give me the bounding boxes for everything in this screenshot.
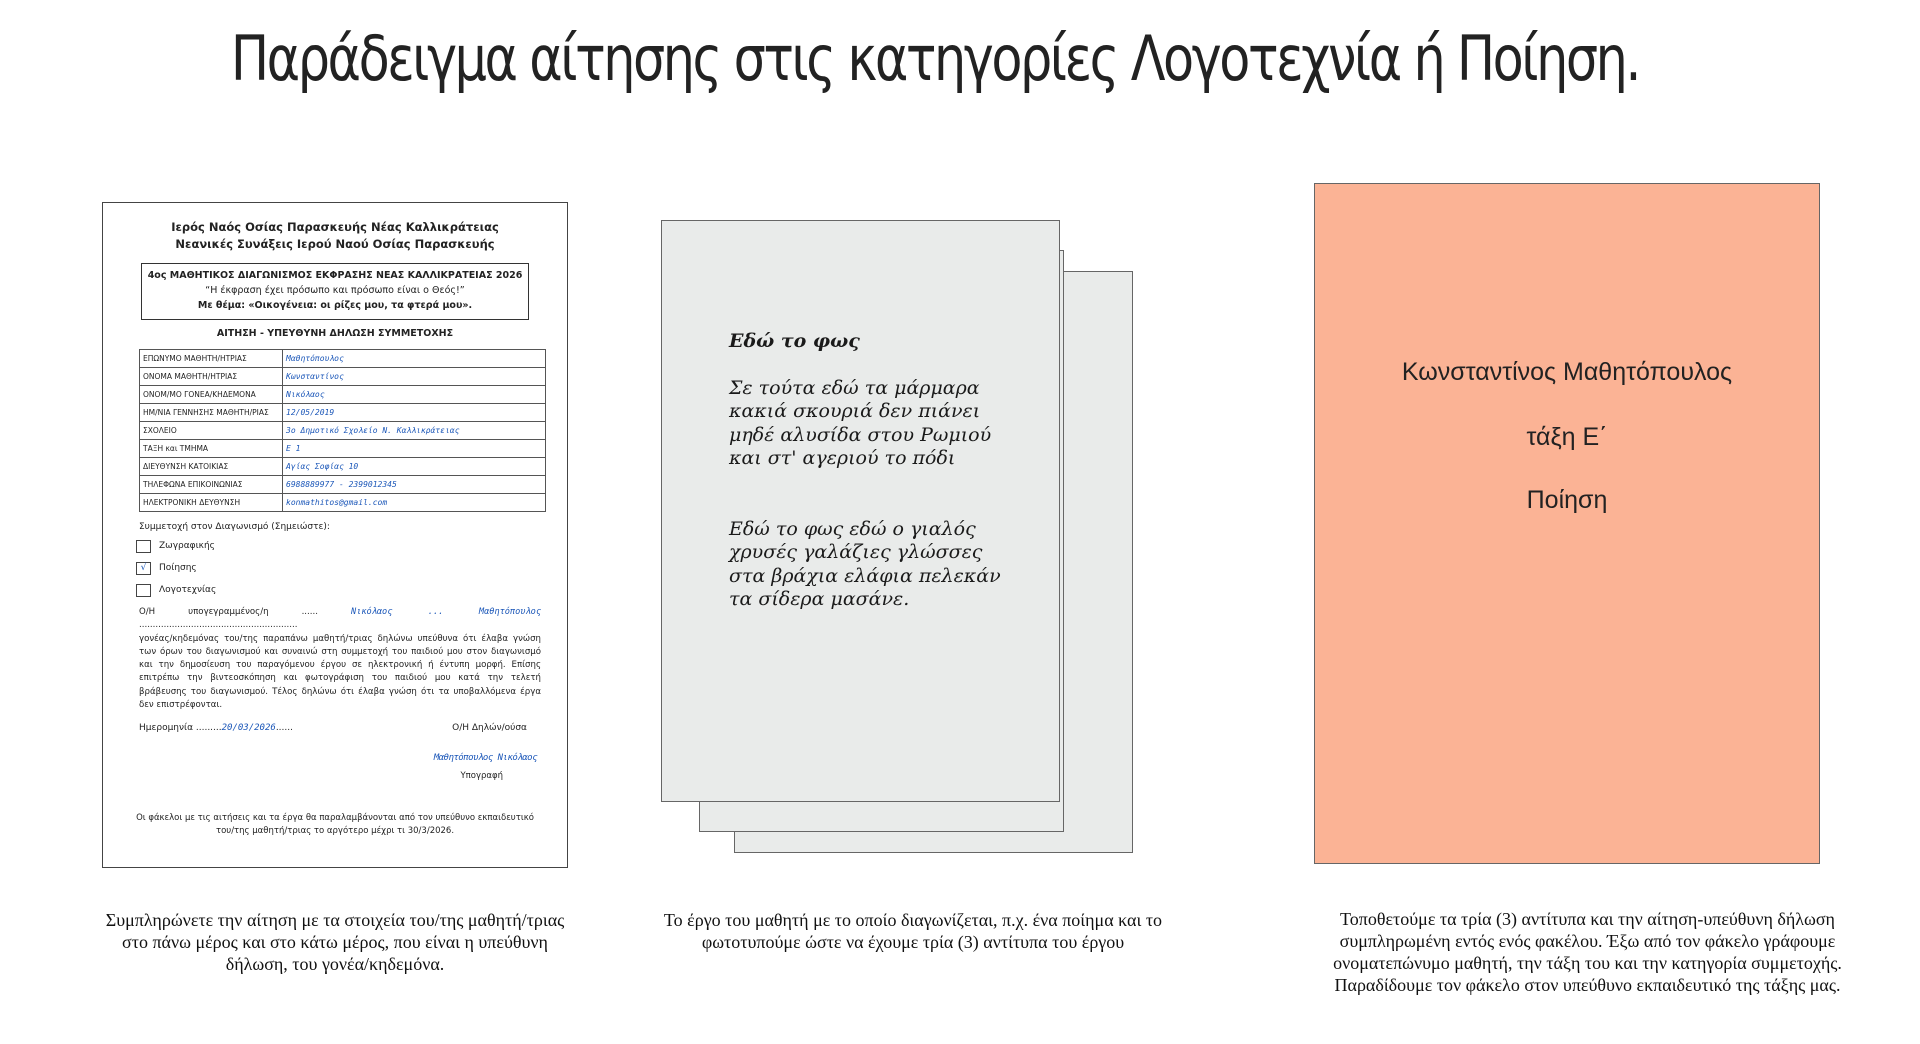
date-value: 20/03/2026	[221, 723, 276, 733]
field-label: ΗΜ/ΝΙΑ ΓΕΝΝΗΣΗΣ ΜΑΘΗΤΗ/ΡΙΑΣ	[140, 404, 283, 422]
envelope-student-name: Κωνσταντίνος Μαθητόπουλος	[1401, 358, 1733, 386]
poem-line: χρυσές γαλάζιες γλώσσες	[729, 541, 983, 563]
field-row	[140, 476, 546, 494]
field-label: ΤΑΞΗ και ΤΜΗΜΑ	[140, 440, 283, 458]
envelope-grade: τάξη Ε΄	[1526, 423, 1608, 451]
declaration	[139, 606, 541, 712]
field-row	[140, 494, 546, 512]
field-label: ΟΝΟΜΑ ΜΑΘΗΤΗ/ΗΤΡΙΑΣ	[140, 368, 283, 386]
field-value: 12/05/2019	[283, 404, 546, 422]
field-label: ΣΧΟΛΕΙΟ	[140, 422, 283, 440]
poem-line: μηδέ αλυσίδα στου Ρωμιού	[729, 423, 992, 446]
date-dots: ......	[275, 723, 293, 733]
poem-line: στα βράχια ελάφια πελεκάν	[729, 564, 1001, 587]
form-footer-note: Οι φάκελοι με τις αιτήσεις και τα έργα θα παραλαμβάνονται από τον υπεύθυνο εκπαιδευτικό του/της μαθητή/τριας το αργότερο μέχρι τι 30/3/2026.	[136, 813, 534, 836]
signature: Μαθητόπουλος Νικόλαος	[433, 753, 537, 763]
field-label: ΗΛΕΚΤΡΟΝΙΚΗ ΔΕΥΘΥΝΣΗ	[140, 494, 283, 512]
field-value: Κωνσταντίνος	[283, 368, 546, 386]
field-row	[140, 386, 546, 404]
field-row	[140, 404, 546, 422]
contest-box	[141, 263, 529, 320]
application-title: ΑΙΤΗΣΗ - ΥΠΕΥΘΥΝΗ ΔΗΛΩΣΗ ΣΥΜΜΕΤΟΧΗΣ	[216, 328, 454, 339]
field-label: ΕΠΩΝΥΜΟ ΜΑΘΗΤΗ/ΗΤΡΙΑΣ	[140, 350, 283, 368]
poem-line: Σε τούτα εδώ τα μάρμαρα	[729, 376, 980, 399]
page-title: Παράδειγμα αίτησης στις κατηγορίες Λογοτεχνία ή Ποίηση.	[230, 22, 1640, 95]
checkbox	[136, 584, 151, 597]
field-value: Αγίας Σοφίας 10	[283, 458, 546, 476]
field-label: ΔΙΕΥΘΥΝΣΗ ΚΑΤΟΙΚΙΑΣ	[140, 458, 283, 476]
date-line	[139, 723, 293, 733]
participation-option	[136, 560, 567, 576]
poem-line: και στ' αγεριού το πόδι	[729, 447, 956, 469]
declaration-text: γονέας/κηδεμόνας του/της παραπάνω μαθητή/τριας δηλώνω υπεύθυνα ότι έλαβα γνώση των όρων του διαγωνισμού και συναινώ στη συμμετοχή του παιδιού μου στον διαγωνισμό και την δημοσίευση του παραγόμενου έργου σε ηλεκτρονική ή έντυπη μορφή. Επίσης επιτρέπω την βιντεοσκόπηση και φωτογράφιση του παιδιού μου κατά την τελετή βράβευσης του διαγωνισμού. Τέλος δηλώνω ότι έλαβα γνώση ότι τα υποβαλλόμενα έργα δεν επιστρέφονται.	[139, 633, 541, 711]
poem-title: Εδώ το φως	[729, 330, 860, 352]
field-row	[140, 458, 546, 476]
signature-label: Υπογραφή	[460, 771, 503, 781]
field-value: Μαθητόπουλος	[283, 350, 546, 368]
field-label: ΤΗΛΕΦΩΝΑ ΕΠΙΚΟΙΝΩΝΙΑΣ	[140, 476, 283, 494]
participation-option	[136, 538, 567, 554]
declaration-prefix: Ο/Η υπογεγραμμένος/η ......	[139, 607, 318, 617]
field-label: ΟΝΟΜ/ΜΟ ΓΟΝΕΑ/ΚΗΔΕΜΟΝΑ	[140, 386, 283, 404]
application-form	[102, 202, 568, 868]
field-value: 3ο Δημοτικό Σχολείο Ν. Καλλικράτειας	[283, 422, 546, 440]
poem-stanza-1	[729, 377, 1039, 471]
contest-motto: “Η έκφραση έχει πρόσωπο και πρόσωπο είναι ο Θεός!”	[205, 285, 465, 296]
option-label: Ζωγραφικής	[159, 541, 215, 551]
caption-envelope: Τοποθετούμε τα τρία (3) αντίτυπα και την αίτηση-υπεύθυνη δήλωση συμπληρωμένη εντός ενός φακέλου. Έξω από τον φάκελο γράφουμε ονοματεπώνυμο μαθητή, την τάξη του και την κατηγορία συμμετοχής. Παραδίδουμε τον φάκελο στον υπεύθυνο εκπαιδευτικό της τάξης μας.	[1333, 909, 1842, 995]
form-header-line1: Ιερός Ναός Οσίας Παρασκευής Νέας Καλλικράτειας	[171, 220, 499, 234]
contest-name: 4ος ΜΑΘΗΤΙΚΟΣ ΔΙΑΓΩΝΙΣΜΟΣ ΕΚΦΡΑΣΗΣ ΝΕΑΣ ΚΑΛΛΙΚΡΑΤΕΙΑΣ 2026	[147, 270, 523, 281]
poem-line: τα σίδερα μασάνε.	[729, 588, 910, 610]
field-value: 6988889977 - 2399012345	[283, 476, 546, 494]
caption-form: Συμπληρώνετε την αίτηση με τα στοιχεία του/της μαθητή/τριας στο πάνω μέρος και στο κάτω μέρος, που είναι η υπεύθυνη δήλωση, του γονέα/κηδεμόνα.	[105, 910, 565, 974]
poem-stanza-2	[729, 518, 1039, 612]
participation-label: Συμμετοχή στον Διαγωνισμό (Σημειώστε):	[139, 522, 330, 532]
option-label: Λογοτεχνίας	[159, 585, 217, 595]
contest-theme: Με θέμα: «Οικογένεια: οι ρίζες μου, τα φτερά μου».	[197, 300, 473, 311]
student-fields-table	[139, 349, 546, 512]
field-row	[140, 422, 546, 440]
field-row	[140, 350, 546, 368]
caption-work: Το έργο του μαθητή με το οποίο διαγωνίζεται, π.χ. ένα ποίημα και το φωτοτυπούμε ώστε να έχουμε τρία (3) αντίτυπα του έργου	[663, 910, 1163, 952]
field-value: Νικόλαος	[283, 386, 546, 404]
field-row	[140, 368, 546, 386]
checkbox	[136, 540, 151, 553]
poem-line: κακιά σκουριά δεν πιάνει	[729, 400, 981, 422]
date-label: Ημερομηνία .........	[139, 723, 222, 733]
field-value: Ε 1	[283, 440, 546, 458]
option-label: Ποίησης	[159, 563, 197, 573]
field-row	[140, 440, 546, 458]
declarant-label: Ο/Η Δηλών/ούσα	[452, 723, 527, 733]
form-header	[103, 219, 567, 253]
poem-line: Εδώ το φως εδώ ο γιαλός	[729, 517, 976, 540]
poem	[729, 330, 1039, 659]
declaration-name: Νικόλαος ... Μαθητόπουλος	[351, 607, 541, 617]
envelope-category: Ποίηση	[1526, 486, 1608, 514]
envelope	[1314, 183, 1820, 864]
checkbox: √	[136, 562, 151, 575]
field-value: konmathitos@gmail.com	[283, 494, 546, 512]
participation-option	[136, 582, 567, 598]
form-header-line2: Νεανικές Συνάξεις Ιερού Ναού Οσίας Παρασκευής	[175, 237, 495, 251]
declaration-dots: ..........................................................	[139, 620, 298, 631]
